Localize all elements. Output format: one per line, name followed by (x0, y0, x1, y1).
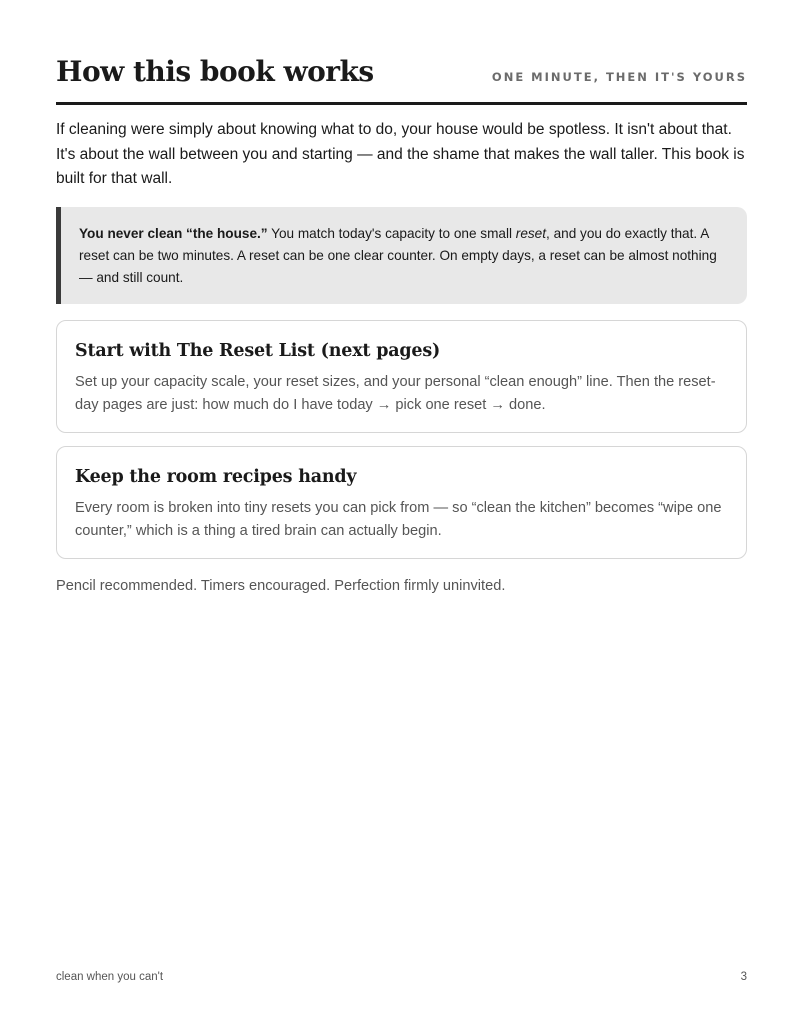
intro-paragraph: If cleaning were simply about knowing what to do, your house would be spotless. It isn't about that. It's about the wall between you and starting — and the shame that makes the wall taller. This book is built for that wall. (56, 121, 745, 187)
card-title: Keep the room recipes handy (75, 467, 357, 487)
card-title: Start with The Reset List (next pages) (75, 341, 441, 361)
page-title: How this book works (56, 55, 374, 88)
footnote: Pencil recommended. Timers encouraged. Perfection firmly uninvited. (56, 578, 506, 594)
callout-lead: You never clean “the house.” (79, 226, 268, 241)
page-tagline: ONE MINUTE, THEN IT'S YOURS (491, 70, 747, 84)
footer-book-title: clean when you can't (56, 971, 164, 983)
callout-text (79, 223, 725, 289)
card-body: Set up your capacity scale, your reset sizes, and your personal “clean enough” line. Then the reset-day pages are just: how much do I have today → pick one reset → done. (75, 374, 716, 413)
page (56, 0, 747, 1028)
card-body: Every room is broken into tiny resets you can pick from — so “clean the kitchen” becomes “wipe one counter,” which is a thing a tired brain can actually begin. (75, 500, 722, 539)
card-reset-list (56, 320, 747, 433)
callout-box (56, 207, 747, 304)
callout-text-after: , and you do exactly that. A reset can be two minutes. A reset can be one clear counter. On empty days, a reset can be almost nothing — and still count. (79, 226, 717, 285)
callout-text-before: You match today's capacity to one small (267, 226, 516, 241)
page-footer (56, 971, 747, 987)
callout-emphasis: reset (515, 226, 547, 241)
card-room-recipes (56, 446, 747, 559)
page-header (56, 54, 747, 105)
page-number: 3 (740, 971, 747, 983)
